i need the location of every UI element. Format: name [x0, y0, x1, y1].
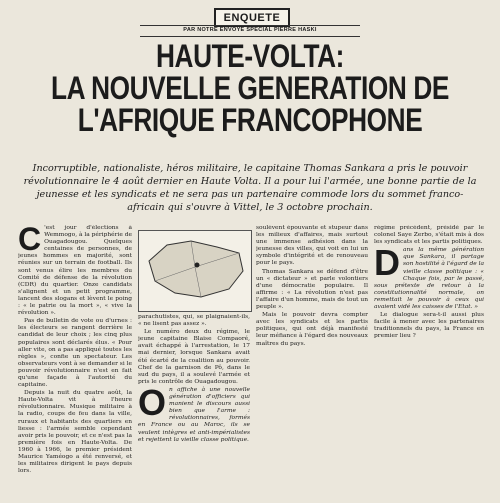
headline	[45, 40, 455, 136]
headline-line-1: HAUTE-VOLTA:	[156, 38, 344, 74]
paragraph: Mais le pouvoir devra compter avec les syndicats et les partis politiques, qui ont déjà manifesté leur méfiance à l'égard des nouveaux maîtres du pays.	[256, 312, 368, 347]
paragraph: Thomas Sankara se défend d'être un « dictateur » et parle volontiers d'une démocratie populaire. Il affirme : « La révolution n'est pas l'affaire d'un homme, mais de tout un peuple ».	[256, 268, 368, 311]
paragraph: parachutistes, qui, se plaignaient-ils, « ne lisent pas assez ».	[138, 314, 250, 328]
byline: PAR NOTRE ENVOYE SPECIAL PIERRE HASKI	[183, 27, 317, 33]
paragraph: Le numéro deux du régime, le jeune capitaine Blaise Compaoré, avait échappé à l'arrestation, le 17 mai dernier, lorsque Sankara avait été écarté de la coalition au pouvoir. Chef de la garnison de Pô, dans le sud du pays, il a soulevé l'armée et pris le contrôle de Ouagadougou.	[138, 329, 250, 385]
paragraph: Pas de bulletin de vote ou d'urnes : les électeurs se rangent derrière le candidat de leur choix ; les cinq plus populaires sont déclarés élus. « Pour aller vite, on a pas appliqué toutes les règles », confie un spectateur. Les observateurs vont à se demander si le pouvoir révolutionnaire n'est en fait qu'une façade à l'autorité du capitaine.	[18, 318, 132, 389]
paragraph: Le dialogue sera-t-il aussi plus facile à mener avec les partenaires traditionnels du pays, la France en premier lieu ?	[374, 312, 484, 340]
paragraph: Depuis la nuit du quatre août, la Haute-Volta vit à l'heure révolutionnaire. Musique militaire à la radio, coups de feu dans la ville, ruraux et habitants des quartiers en liesse : l'armée semble cependant avoir pris le pouvoir, et ce n'est pas la première fois en Haute-Volta. De 1960 à 1966, le premier président Maurice Yaméogo a été renversé, et les militaires dirigent le pays depuis lors.	[18, 390, 132, 475]
column-4	[374, 225, 484, 503]
paragraph: soulèvent épouvante et stupeur dans les milieux d'affaires, mais surtout une immense adhésion dans la jeunesse des villes, qui voit en lui un symbole d'intégrité et de renouveau pour le pays.	[256, 225, 368, 267]
drop-cap: C	[18, 225, 42, 257]
column-3	[256, 225, 368, 503]
map-of-upper-volta	[138, 230, 252, 312]
byline-rule-bottom	[140, 36, 360, 37]
map-icon	[139, 231, 251, 311]
column-1	[18, 225, 132, 503]
drop-cap: O	[138, 381, 167, 423]
paragraph: régime précédent, présidé par le colonel Saye Zerbo, s'était mis à dos les syndicats et les partis politiques.	[374, 225, 484, 246]
byline-rule-top	[140, 25, 360, 26]
headline-line-2: LA NOUVELLE GENERATION DE	[51, 70, 449, 106]
headline-line-3: L'AFRIQUE FRANCOPHONE	[77, 102, 423, 138]
paragraph: n affiche à une nouvelle génération d'officiers qui manient le discours aussi bien que l'arme : révolutionnaires, formés en France ou au Maroc, ils se veulent intègres et anti-impérialistes et rejettent la vieille classe politique.	[138, 386, 250, 443]
paragraph: 'est jour d'élections à Wemmogo, à la périphérie de Ouagadougou. Quelques centaines de personnes, de jeunes hommes en majorité, sont réunies sur un terrain de football. Ils sont venus élire les membres du Comité de défense de la révolution (CDR) du quartier. Onze candidats s'alignent et un petit programme, lancent des slogans et lèvent le poing : « le patrie ou la mort », « vive la révolution ».	[18, 225, 132, 317]
paragraph: ans la même génération que Sankara, il partage son hostilité à l'égard de la vieille classe politique : « Chaque fois, par le passé, sous prétexte de retour à la constitutionnalité normale, on remettait le pouvoir à ceux qui avaient vidé les caisses de l'Etat. »	[374, 247, 484, 311]
section-tag: ENQUETE	[214, 8, 290, 27]
lede: Incorruptible, nationaliste, héros militaire, le capitaine Thomas Sankara a pris le pouvoir révolutionnaire le 4 août dernier en Haute Volta. Il a pour lui l'armée, une bonne partie de la jeunesse et les syndicats et ne sera pas un partenaire commode lors du sommet franco-africain qui s'ouvre à Vittel, le 3 octobre prochain.	[23, 163, 477, 213]
column-2	[138, 314, 250, 503]
drop-cap: D	[374, 242, 400, 284]
